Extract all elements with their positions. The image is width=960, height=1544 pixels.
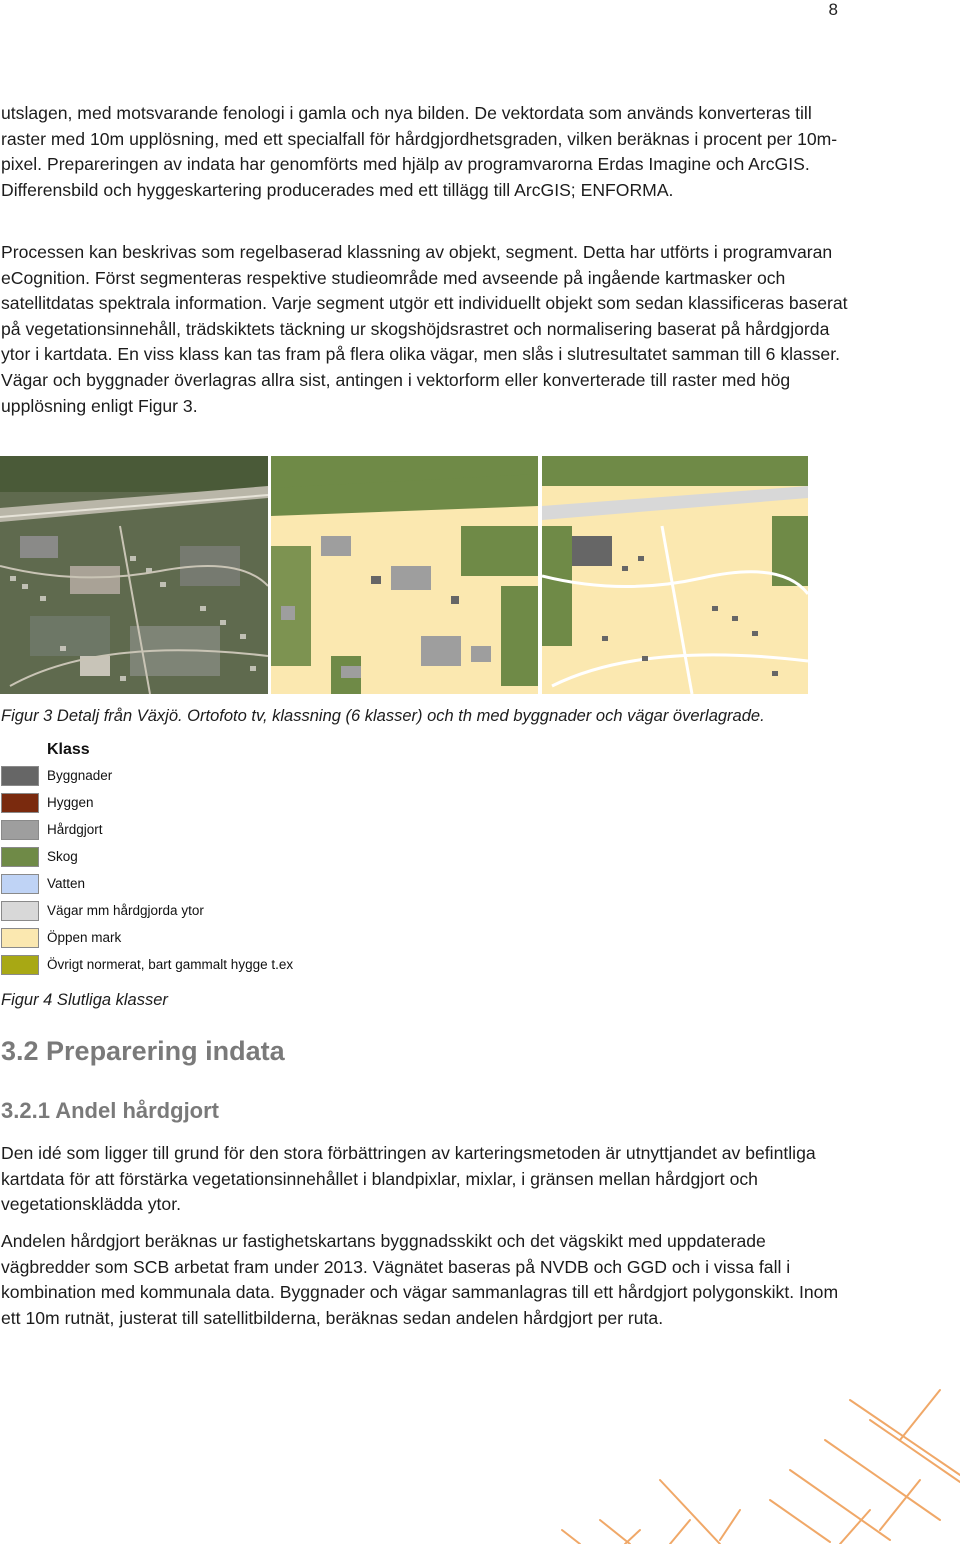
paragraph-3: Den idé som ligger till grund för den stora förbättringen av karteringsmetoden är utnyttjandet av befintliga kartdata för att förstärka vegetationsinnehållet i blandpixlar, mixlar, i gränsen mellan hårdgjort och vegetationsklädda ytor. — [1, 1143, 816, 1215]
legend-label: Övrigt normerat, bart gammalt hygge t.ex — [47, 957, 294, 972]
legend-label: Vägar mm hårdgjorda ytor — [47, 903, 204, 918]
legend-label: Öppen mark — [47, 930, 122, 945]
paragraph-2: Processen kan beskrivas som regelbaserad klassning av objekt, segment. Detta har utförts i programvaran eCognition. Först segmenteras respektive studieområde med avseende på ingående kartmasker och satellitdatas spektrala information. Varje segment utgör ett individuellt objekt som sedan klassificeras baserat på vegetationsinnehåll, trädskiktets täckning ur skogshöjdsrastret och normalisering baserat på hårdgjorda ytor i kartdata. En viss klass kan tas fram på flera olika vägar, men slås i slutresultatet samman till 6 klasser. Vägar och byggnader överlagras allra sist, antingen i vektorform eller konverterade till raster med hög upplösning enligt Figur 3. — [1, 242, 848, 416]
legend-swatch — [1, 766, 39, 786]
legend-swatch — [1, 793, 39, 813]
classification-image — [271, 456, 538, 694]
subsection-heading: 3.2.1 Andel hårdgjort — [1, 1098, 220, 1123]
legend-title: Klass — [47, 741, 90, 758]
paragraph-1: utslagen, med motsvarande fenologi i gamla och nya bilden. De vektordata som används konverteras till raster med 10m upplösning, med ett specialfall för hårdgjordhetsgraden, vilken beräknas i procent per 10m-pixel. Prepareringen av indata har genomförts med hjälp av programvarorna Erdas Imagine och ArcGIS. Differensbild och hyggeskartering producerades med ett tillägg till ArcGIS; ENFORMA. — [1, 103, 838, 200]
legend-item-ovrigt — [1, 955, 421, 977]
legend-swatch — [1, 874, 39, 894]
section-heading: 3.2 Preparering indata — [1, 1036, 285, 1066]
legend-label: Hyggen — [47, 795, 94, 810]
legend-label: Skog — [47, 849, 78, 864]
legend-swatch — [1, 928, 39, 948]
orthophoto-image — [0, 456, 268, 694]
legend-swatch — [1, 955, 39, 975]
legend-label: Hårdgjort — [47, 822, 103, 837]
paragraph-4: Andelen hårdgjort beräknas ur fastighetskartans byggnadsskikt och det vägskikt med uppdaterade vägbredder som SCB arbetat fram under 2013. Vägnätet baseras på NVDB och GGD och i vissa fall i kombination med kommunala data. Byggnader och vägar sammanlagras till ett hårdgjort polygonskikt. Inom ett 10m rutnät, justerat till satellitbilderna, beräknas sedan andelen hårdgjort per ruta. — [1, 1231, 839, 1328]
legend-swatch — [1, 847, 39, 867]
figure-3 — [0, 456, 810, 694]
legend-item-vatten — [1, 874, 421, 896]
overlay-image — [542, 456, 808, 694]
figure-3-caption: Figur 3 Detalj från Växjö. Ortofoto tv, klassning (6 klasser) och th med byggnader och vägar överlagrade. — [1, 707, 765, 725]
page-number: 8 — [828, 0, 838, 19]
legend-swatch — [1, 901, 39, 921]
figure-4-caption: Figur 4 Slutliga klasser — [1, 991, 168, 1009]
legend-label: Vatten — [47, 876, 86, 891]
legend-item-hyggen — [1, 793, 421, 815]
legend-item-hardgjort — [1, 820, 421, 842]
decorative-lines — [540, 1380, 960, 1544]
legend-item-oppen-mark — [1, 928, 421, 950]
legend-item-skog — [1, 847, 421, 869]
legend-item-byggnader — [1, 766, 421, 788]
legend-label: Byggnader — [47, 768, 113, 783]
legend-item-vagar — [1, 901, 421, 923]
legend-swatch — [1, 820, 39, 840]
